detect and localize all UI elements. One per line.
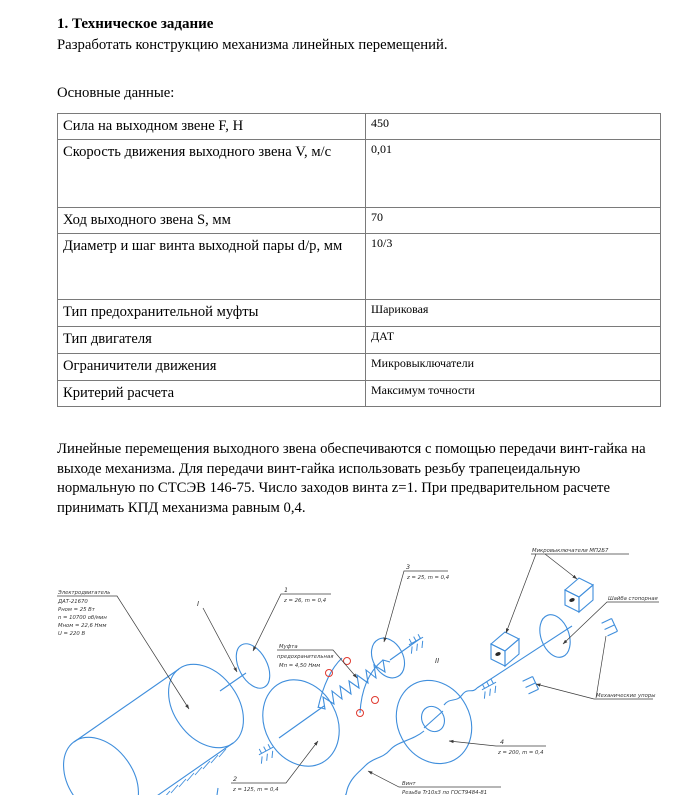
- row-label: Скорость движения выходного звена V, м/с: [58, 140, 366, 208]
- table-row: [58, 300, 661, 327]
- gear1-spec: z = 26, m = 0,4: [284, 598, 327, 604]
- support-symbol: [405, 633, 427, 654]
- gear3-number: 3: [406, 563, 411, 571]
- microswitch-box: [565, 578, 593, 612]
- body-paragraph: Линейные перемещения выходного звена обеспечиваются с помощью передачи винт-гайка на выходе механизма. Для передачи винт-гайка использовать резьбу трапецеидальную нормальную по СТСЭВ 146-75. Число заходов винта z=1. При предварительном расчете принимать КПД механизма равным 0,4.: [57, 441, 646, 516]
- lock-washer: [534, 611, 575, 662]
- shaft-ii-label: II: [435, 657, 440, 665]
- stops-label: Механические упоры: [596, 693, 656, 699]
- row-label: Ход выходного звена S, мм: [58, 208, 366, 234]
- table-row: [58, 208, 661, 234]
- gear-3: [365, 632, 411, 683]
- table-row: [58, 354, 661, 381]
- gear4-number: 4: [500, 738, 505, 746]
- support-symbol: [478, 678, 500, 699]
- clutch-label: Мп = 4,50 Нмм: [279, 663, 321, 669]
- row-label: Ограничители движения: [58, 354, 366, 381]
- gear1-number: 1: [284, 586, 289, 594]
- row-value: 70: [366, 208, 661, 234]
- page-title: 1. Техническое задание: [57, 16, 214, 32]
- intro-text: Разработать конструкцию механизма линейных перемещений.: [57, 37, 448, 53]
- shaft-i-label: I: [197, 600, 200, 608]
- gear-4: [382, 667, 486, 777]
- mechanism-lines: [48, 578, 617, 795]
- gear3-spec: z = 25, m = 0,4: [407, 575, 450, 581]
- table-row: [58, 114, 661, 140]
- gear2-number: 2: [233, 775, 238, 783]
- clutch-spring: [318, 660, 390, 709]
- support-symbol: [255, 743, 277, 764]
- screw-spec: Резьба Tr10x3 по ГОСТ9484-81: [402, 790, 488, 795]
- row-label: Тип двигателя: [58, 327, 366, 354]
- row-label: Тип предохранительной муфты: [58, 300, 366, 327]
- motor-label: Электродвигатель: [58, 590, 111, 596]
- gear2-spec: z = 125, m = 0,4: [233, 787, 279, 793]
- table-row: [58, 327, 661, 354]
- callout-leaders: [57, 554, 659, 787]
- motor-body: [48, 650, 259, 795]
- data-section-label: Основные данные:: [57, 85, 175, 101]
- table-row: [58, 381, 661, 407]
- row-value: 450: [366, 114, 661, 140]
- shaft-wiggle: [444, 688, 477, 705]
- stop-symbol: [602, 619, 618, 636]
- motor-label: U = 220 В: [58, 631, 86, 637]
- gear4-spec: z = 200, m = 0,4: [498, 750, 544, 756]
- motor-label: Мном = 22,6 Нмм: [58, 623, 107, 629]
- motor-label: n = 10700 об/мин: [58, 615, 107, 621]
- row-label: Диаметр и шаг винта выходной пары d/p, мм: [58, 234, 366, 300]
- motor-label: ДАТ-21670: [58, 599, 88, 605]
- clutch-label: Муфта: [279, 644, 298, 650]
- washer-label: Шайба стопорная: [608, 596, 658, 602]
- row-value: ДАТ: [366, 327, 661, 354]
- row-value: Шариковая: [366, 300, 661, 327]
- specs-table: [57, 113, 661, 407]
- row-value: 10/3: [366, 234, 661, 300]
- row-value: Максимум точности: [366, 381, 661, 407]
- motor-label: Pном = 25 Вт: [58, 607, 95, 613]
- screw-label: Винт: [402, 781, 416, 787]
- table-row: [58, 234, 661, 300]
- callout-texts: [57, 548, 659, 795]
- row-value: 0,01: [366, 140, 661, 208]
- technical-drawing: [0, 545, 700, 795]
- table-row: [58, 140, 661, 208]
- row-value: Микровыключатели: [366, 354, 661, 381]
- stop-symbol: [523, 677, 539, 694]
- microswitch-box: [491, 632, 519, 666]
- gear-1: [229, 638, 276, 694]
- clutch-label: предохранительная: [277, 654, 334, 660]
- row-label: Критерий расчета: [58, 381, 366, 407]
- specs-table-wrap: [57, 113, 661, 407]
- row-label: Сила на выходном звене F, Н: [58, 114, 366, 140]
- microswitches-label: Микровыключатели МП2Б7: [532, 548, 609, 554]
